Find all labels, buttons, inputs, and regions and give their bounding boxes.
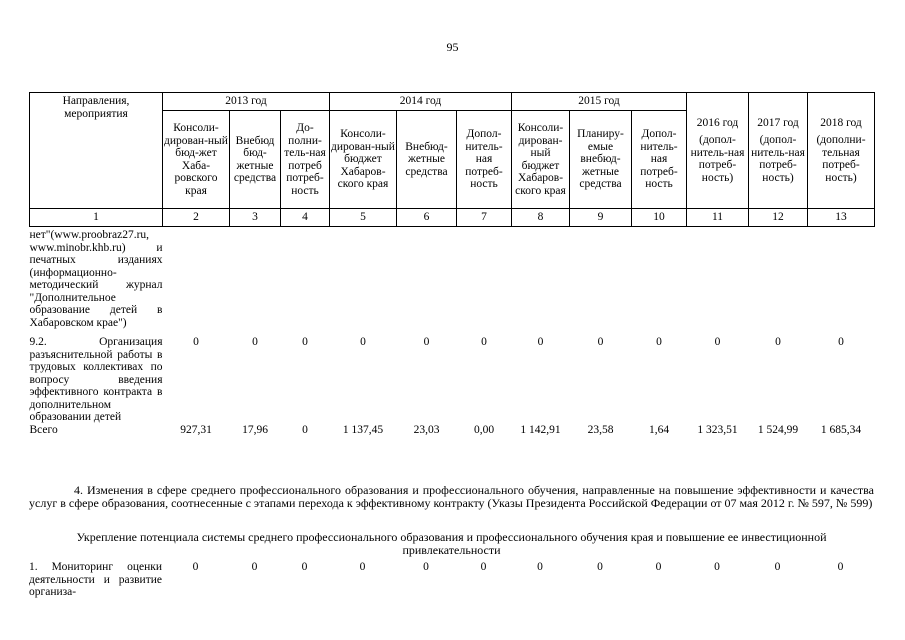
total-cell: 23,58 [587, 423, 614, 436]
total-cell: 1 685,34 [820, 423, 862, 436]
header-2017 [749, 93, 808, 209]
table-cell: 0 [192, 561, 199, 573]
row-1-table [29, 561, 874, 599]
col-number: 4 [281, 209, 330, 227]
continuation-text: нет"(www.proobraz27.ru, www.minobr.khb.ru) и печатных изданиях (информационно-методический журнал "Дополнительное образование детей в Хабаровском крае") [29, 229, 163, 329]
col-number: 3 [230, 209, 281, 227]
header-2016-year: 2016 год [696, 116, 739, 129]
col-number: 12 [749, 209, 808, 227]
header-2015: 2015 год [512, 93, 687, 111]
row-9-2-label: 9.2. Организация разъяснительной работы в трудовых коллективах по вопросу введения эффективного контракта в дополнительном образовании детей [29, 336, 163, 423]
table-cell: 0 [481, 336, 487, 348]
table-row-total [30, 424, 875, 437]
total-cell: 1 142,91 [520, 423, 561, 436]
table-cell: 0 [838, 336, 844, 348]
header-col9: Планиру-емые внебюд-жетные средства [570, 111, 632, 209]
table-cell: 0 [597, 336, 604, 348]
total-cell: 1 137,45 [342, 423, 384, 436]
table-row-1 [29, 561, 874, 599]
col-number: 7 [457, 209, 512, 227]
header-directions: Направления, мероприятия [30, 93, 163, 209]
col-number: 5 [330, 209, 397, 227]
table-cell: 0 [480, 561, 487, 573]
section-4-heading: 4. Изменения в сфере среднего профессионального образования и профессионального обучения, направленные на повышение эффективности и качества услуг в сфере образования, соотнесенные с этапами перехода к эффективному контракту (Указы Президента Российской Федерации от 07 мая 2012 г. № 597, № 599) [29, 483, 874, 510]
header-col5: Консоли-дирован-ный бюджет Хабаров-ского края [330, 111, 397, 209]
total-cell: 0,00 [473, 423, 495, 436]
header-2017-year: 2017 год [757, 116, 799, 129]
header-2013: 2013 год [163, 93, 330, 111]
table-row-9-2 [30, 329, 875, 424]
header-col6: Внебюд-жетные средства [397, 111, 457, 209]
table-cell: 0 [537, 561, 543, 573]
table-cell: 0 [714, 336, 721, 348]
table-cell: 0 [251, 561, 258, 573]
table-cell: 0 [193, 336, 199, 348]
total-cell: 927,31 [180, 423, 212, 436]
budget-table [29, 92, 875, 436]
table-cell: 0 [537, 336, 544, 348]
col-number: 1 [30, 209, 163, 227]
header-2016-sub: (допол-нитель-ная потреб-ность) [690, 134, 745, 184]
col-number: 9 [570, 209, 632, 227]
total-cell: 1,64 [648, 423, 670, 436]
header-2018-year: 2018 год [820, 116, 862, 129]
total-label: Всего [29, 423, 58, 436]
table-cell: 0 [656, 336, 662, 348]
header-2018-sub: (дополни-тельная потреб-ность) [816, 134, 866, 184]
table-cell: 0 [775, 336, 781, 348]
table-cell: 0 [774, 561, 781, 573]
header-col4: До-полни-тель-ная потреб потреб-ность [281, 111, 330, 209]
table-cell: 0 [301, 561, 308, 573]
table-cell: 0 [597, 561, 603, 573]
table-cell: 0 [252, 336, 258, 348]
col-number: 11 [687, 209, 749, 227]
table-cell: 0 [302, 336, 308, 348]
col-number: 13 [808, 209, 875, 227]
page-number: 95 [446, 40, 459, 54]
table-cell: 0 [423, 561, 429, 573]
header-col10: Допол-нитель-ная потреб-ность [632, 111, 687, 209]
header-col3: Внебюд бюд-жетные средства [230, 111, 281, 209]
table-cell: 0 [837, 561, 844, 573]
col-number: 6 [397, 209, 457, 227]
header-2016 [687, 93, 749, 209]
table-cell: 0 [655, 561, 662, 573]
row-1-label: 1. Мониторинг оценки деятельности и развитие организа- [29, 561, 162, 598]
header-col7: Допол-нитель-ная потреб-ность [457, 111, 512, 209]
total-cell: 17,96 [242, 423, 268, 436]
header-2017-sub: (допол-нитель-ная потреб-ность) [751, 134, 805, 184]
total-cell: 0 [302, 423, 308, 436]
total-cell: 23,03 [413, 423, 440, 436]
header-col2: Консоли-дирован-ный бюд-жет Хаба-ровского края [163, 111, 230, 209]
col-number: 10 [632, 209, 687, 227]
table-cell: 0 [714, 561, 720, 573]
total-cell: 1 323,51 [697, 423, 738, 436]
col-number: 2 [163, 209, 230, 227]
table-cell: 0 [359, 561, 366, 573]
table-row-continuation [30, 227, 875, 330]
subsection-heading: Укрепление потенциала системы среднего профессионального образования и профессионального обучения края и повышение ее инвестиционной привлекательности [76, 530, 827, 557]
table-cell: 0 [423, 336, 430, 348]
total-cell: 1 524,99 [757, 423, 799, 436]
col-number: 8 [512, 209, 570, 227]
header-col8: Консоли-дирован-ный бюджет Хабаров-ского края [512, 111, 570, 209]
header-2014: 2014 год [330, 93, 512, 111]
header-2018 [808, 93, 875, 209]
table-cell: 0 [360, 336, 366, 348]
